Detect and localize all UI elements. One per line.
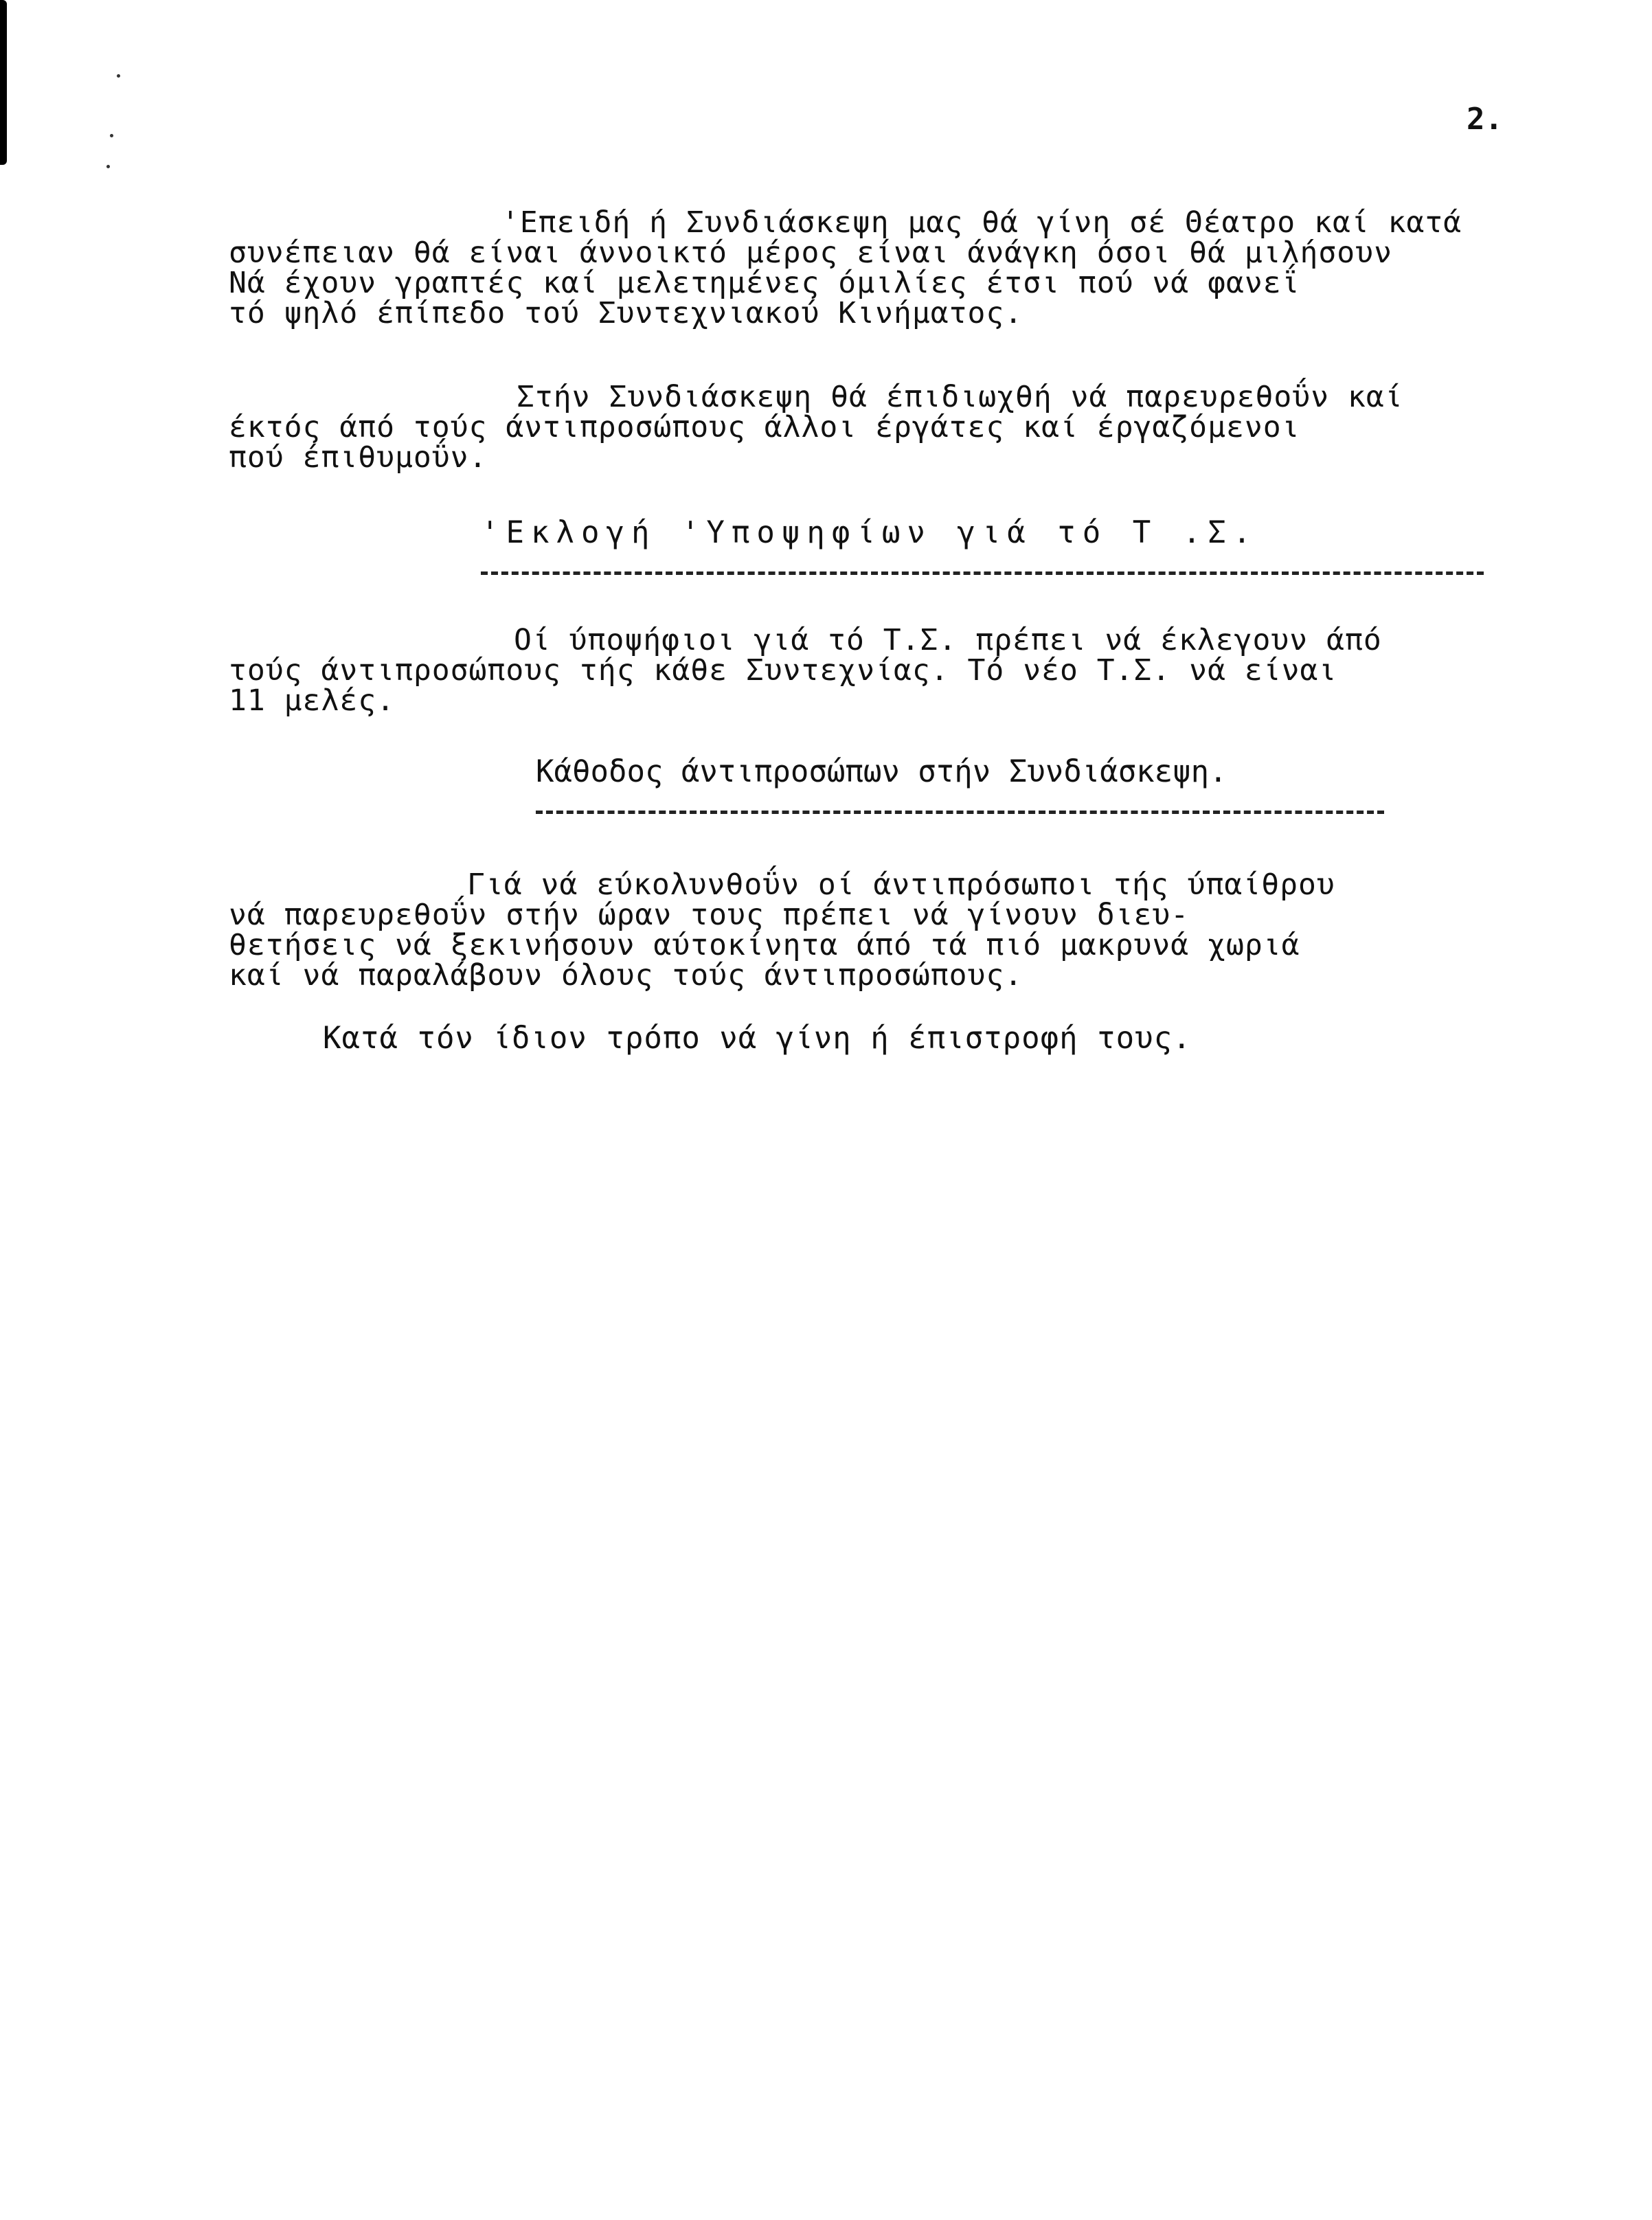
para3-line-3: 11 μελές. (229, 683, 395, 718)
para4-line-3: θετήσεις νά ξεκινήσουν αύτοκίνητα άπό τά πιό μακρυνά χωριά (229, 928, 1300, 962)
para2-line-3: πού έπιθυμοΰν. (229, 440, 488, 475)
para3-line-1: Οί ύποψήφιοι γιά τό Τ.Σ. πρέπει νά έκλεγουν άπό (514, 623, 1382, 657)
para4-line-1: Γιά νά εύκολυνθοΰν οί άντιπρόσωποι τής ύπαίθρου (467, 868, 1335, 902)
para1-line-4: τό ψηλό έπίπεδο τού Συντεχνιακού Κινήματος. (229, 296, 1023, 330)
para1-line-3: Νά έχουν γραπτές καί μελετημένες όμιλίες έτσι πού νά φανεΐ (229, 266, 1300, 300)
binding-mark (0, 0, 7, 165)
page-number: 2. (1467, 102, 1503, 137)
paper-speck (110, 134, 113, 137)
para4-line-4: καί νά παραλάβουν όλους τούς άντιπροσώπους. (229, 958, 1023, 993)
paper-speck (117, 74, 120, 78)
para5-line: Κατά τόν ίδιον τρόπο νά γίνη ή έπιστροφή τους. (323, 1021, 1192, 1056)
heading-underline (536, 811, 1384, 814)
para2-line-2: έκτός άπό τούς άντιπροσώπους άλλοι έργάτες καί έργαζόμενοι (229, 410, 1300, 444)
para3-line-2: τούς άντιπροσώπους τής κάθε Συντεχνίας. Τό νέο Τ.Σ. νά είναι (229, 653, 1337, 688)
heading-underline (481, 571, 1484, 575)
para4-line-2: νά παρευρεθοΰν στήν ώραν τους πρέπει νά γίνουν διευ- (229, 898, 1190, 932)
para1-line-1: 'Επειδή ή Συνδιάσκεψη μας θά γίνη σέ Θέατρο καί κατά (501, 205, 1462, 240)
para2-line-1: Στήν Συνδιάσκεψη θά έπιδιωχθή νά παρευρεθοΰν καί (517, 380, 1403, 414)
heading-candidates: 'Εκλογή 'Υποψηφίων γιά τό Τ .Σ. (481, 515, 1258, 550)
paper-speck (106, 165, 110, 168)
para1-line-2: συνέπειαν θά είναι άννοικτό μέρος είναι άνάγκη όσοι θά μιλήσουν (229, 236, 1392, 270)
heading-delegates-transport: Κάθοδος άντιπροσώπων στήν Συνδιάσκεψη. (536, 754, 1227, 789)
